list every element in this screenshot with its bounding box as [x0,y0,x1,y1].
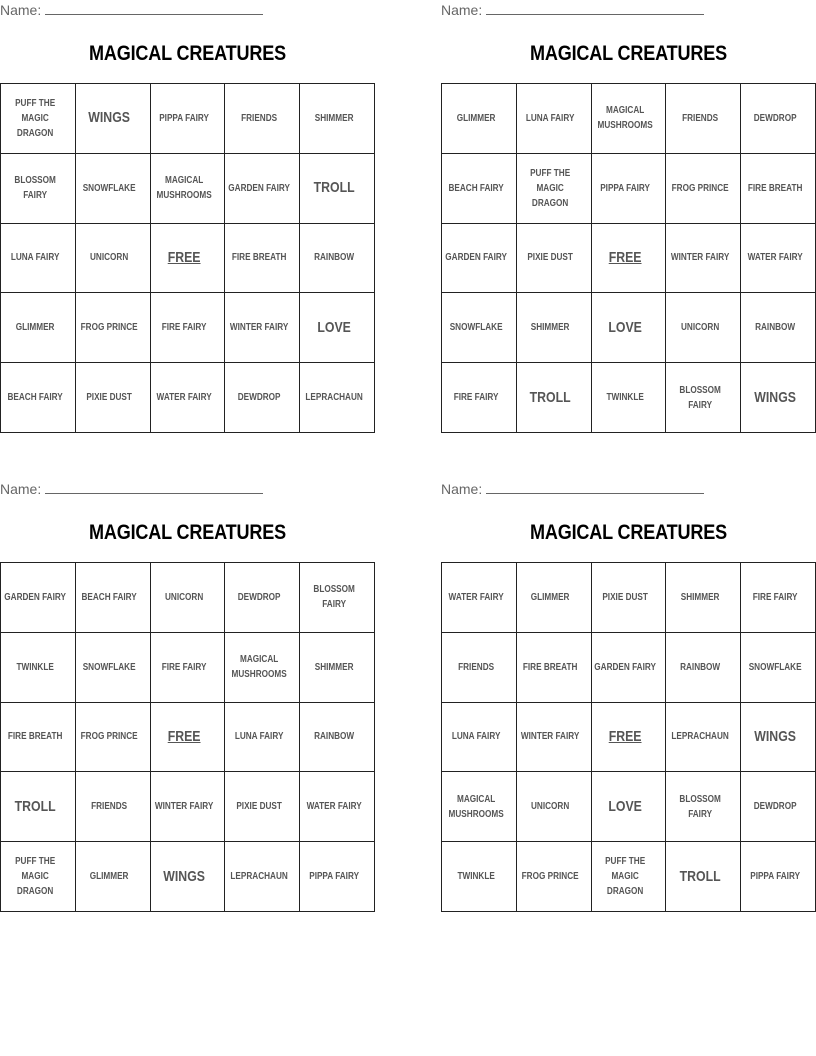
bingo-cell: WINGS [76,84,151,154]
bingo-cell: TROLL [1,772,76,842]
bingo-cell: TROLL [517,363,592,433]
bingo-cell: GARDEN FAIRY [592,633,667,703]
bingo-cell: LOVE [592,293,667,363]
bingo-cell: DEWDROP [225,563,300,633]
bingo-cell: UNICORN [517,772,592,842]
bingo-cell: PIXIE DUST [76,363,151,433]
bingo-cell: LEPRACHAUN [300,363,375,433]
bingo-cell: RAINBOW [666,633,741,703]
free-space-cell: FREE [151,703,226,773]
bingo-cell: TWINKLE [442,842,517,912]
bingo-cell: SNOWFLAKE [76,633,151,703]
bingo-cell: WATER FAIRY [300,772,375,842]
free-space-cell: FREE [592,703,667,773]
bingo-cell: MAGICAL MUSHROOMS [442,772,517,842]
bingo-cell: WINTER FAIRY [225,293,300,363]
bingo-cell: FIRE FAIRY [442,363,517,433]
bingo-cell: WINTER FAIRY [151,772,226,842]
bingo-cell: PIPPA FAIRY [592,154,667,224]
bingo-cell: BLOSSOM FAIRY [1,154,76,224]
name-line [441,2,704,18]
bingo-cell: SNOWFLAKE [442,293,517,363]
bingo-cell: LUNA FAIRY [442,703,517,773]
bingo-cell: DEWDROP [225,363,300,433]
name-line [441,481,704,497]
bingo-cell: SNOWFLAKE [741,633,816,703]
name-line [0,2,263,18]
bingo-cell: MAGICAL MUSHROOMS [225,633,300,703]
name-blank [45,481,263,494]
bingo-cell: PIXIE DUST [592,563,667,633]
bingo-cell: UNICORN [666,293,741,363]
bingo-cell: SHIMMER [517,293,592,363]
bingo-cell: GLIMMER [1,293,76,363]
bingo-cell: FRIENDS [76,772,151,842]
bingo-cell: FROG PRINCE [76,703,151,773]
bingo-cell: PIPPA FAIRY [741,842,816,912]
name-label: Name: [0,2,42,18]
bingo-cell: GARDEN FAIRY [225,154,300,224]
bingo-cell: FIRE FAIRY [741,563,816,633]
bingo-cell: TWINKLE [1,633,76,703]
name-blank [45,2,263,15]
card-title: MAGICAL CREATURES [88,521,287,544]
bingo-cell: FIRE BREATH [517,633,592,703]
free-space-cell: FREE [151,224,226,294]
bingo-cell: FIRE BREATH [225,224,300,294]
bingo-cell: BEACH FAIRY [1,363,76,433]
bingo-cell: BLOSSOM FAIRY [666,363,741,433]
bingo-cell: RAINBOW [300,703,375,773]
bingo-cell: DEWDROP [741,772,816,842]
bingo-cell: PUFF THE MAGIC DRAGON [517,154,592,224]
bingo-cell: SHIMMER [666,563,741,633]
bingo-cell: SNOWFLAKE [76,154,151,224]
bingo-cell: LEPRACHAUN [225,842,300,912]
bingo-cell: FROG PRINCE [517,842,592,912]
bingo-cell: BEACH FAIRY [442,154,517,224]
bingo-cell: TROLL [300,154,375,224]
bingo-cell: FIRE FAIRY [151,633,226,703]
bingo-grid [441,83,816,433]
bingo-cell: WINGS [741,703,816,773]
bingo-cell: WATER FAIRY [741,224,816,294]
bingo-cell: LUNA FAIRY [517,84,592,154]
bingo-cell: GARDEN FAIRY [442,224,517,294]
bingo-grid [0,562,375,912]
bingo-cell: MAGICAL MUSHROOMS [151,154,226,224]
bingo-cell: GLIMMER [517,563,592,633]
card-title: MAGICAL CREATURES [529,42,728,65]
bingo-cell: TROLL [666,842,741,912]
bingo-cell: PUFF THE MAGIC DRAGON [1,842,76,912]
bingo-cell: PIXIE DUST [517,224,592,294]
bingo-cell: MAGICAL MUSHROOMS [592,84,667,154]
bingo-cell: PIPPA FAIRY [151,84,226,154]
name-blank [486,481,704,494]
bingo-cell: LUNA FAIRY [225,703,300,773]
bingo-cell: PIXIE DUST [225,772,300,842]
bingo-grid [0,83,375,433]
bingo-cell: LEPRACHAUN [666,703,741,773]
bingo-cell: SHIMMER [300,84,375,154]
bingo-cell: WINGS [151,842,226,912]
card-title: MAGICAL CREATURES [88,42,287,65]
bingo-cell: WATER FAIRY [442,563,517,633]
bingo-cell: FROG PRINCE [666,154,741,224]
bingo-cell: WINTER FAIRY [517,703,592,773]
bingo-cell: FROG PRINCE [76,293,151,363]
bingo-cell: LOVE [300,293,375,363]
bingo-cell: UNICORN [151,563,226,633]
bingo-cell: PUFF THE MAGIC DRAGON [592,842,667,912]
bingo-cell: FIRE FAIRY [151,293,226,363]
bingo-cell: PUFF THE MAGIC DRAGON [1,84,76,154]
name-blank [486,2,704,15]
bingo-cell: GARDEN FAIRY [1,563,76,633]
bingo-cell: RAINBOW [741,293,816,363]
bingo-cell: WINTER FAIRY [666,224,741,294]
name-label: Name: [0,481,42,497]
name-label: Name: [441,481,483,497]
card-title: MAGICAL CREATURES [529,521,728,544]
bingo-cell: LOVE [592,772,667,842]
bingo-cell: FRIENDS [666,84,741,154]
bingo-cell: FRIENDS [225,84,300,154]
bingo-cell: WATER FAIRY [151,363,226,433]
bingo-cell: GLIMMER [76,842,151,912]
bingo-cell: TWINKLE [592,363,667,433]
bingo-cell: DEWDROP [741,84,816,154]
name-line [0,481,263,497]
bingo-cell: SHIMMER [300,633,375,703]
bingo-cell: UNICORN [76,224,151,294]
bingo-cell: GLIMMER [442,84,517,154]
name-label: Name: [441,2,483,18]
bingo-cell: FRIENDS [442,633,517,703]
bingo-cell: FIRE BREATH [741,154,816,224]
bingo-cell: LUNA FAIRY [1,224,76,294]
bingo-cell: BLOSSOM FAIRY [666,772,741,842]
bingo-cell: FIRE BREATH [1,703,76,773]
bingo-cell: PIPPA FAIRY [300,842,375,912]
free-space-cell: FREE [592,224,667,294]
bingo-cell: RAINBOW [300,224,375,294]
bingo-cell: WINGS [741,363,816,433]
bingo-cell: BEACH FAIRY [76,563,151,633]
bingo-grid [441,562,816,912]
bingo-cell: BLOSSOM FAIRY [300,563,375,633]
